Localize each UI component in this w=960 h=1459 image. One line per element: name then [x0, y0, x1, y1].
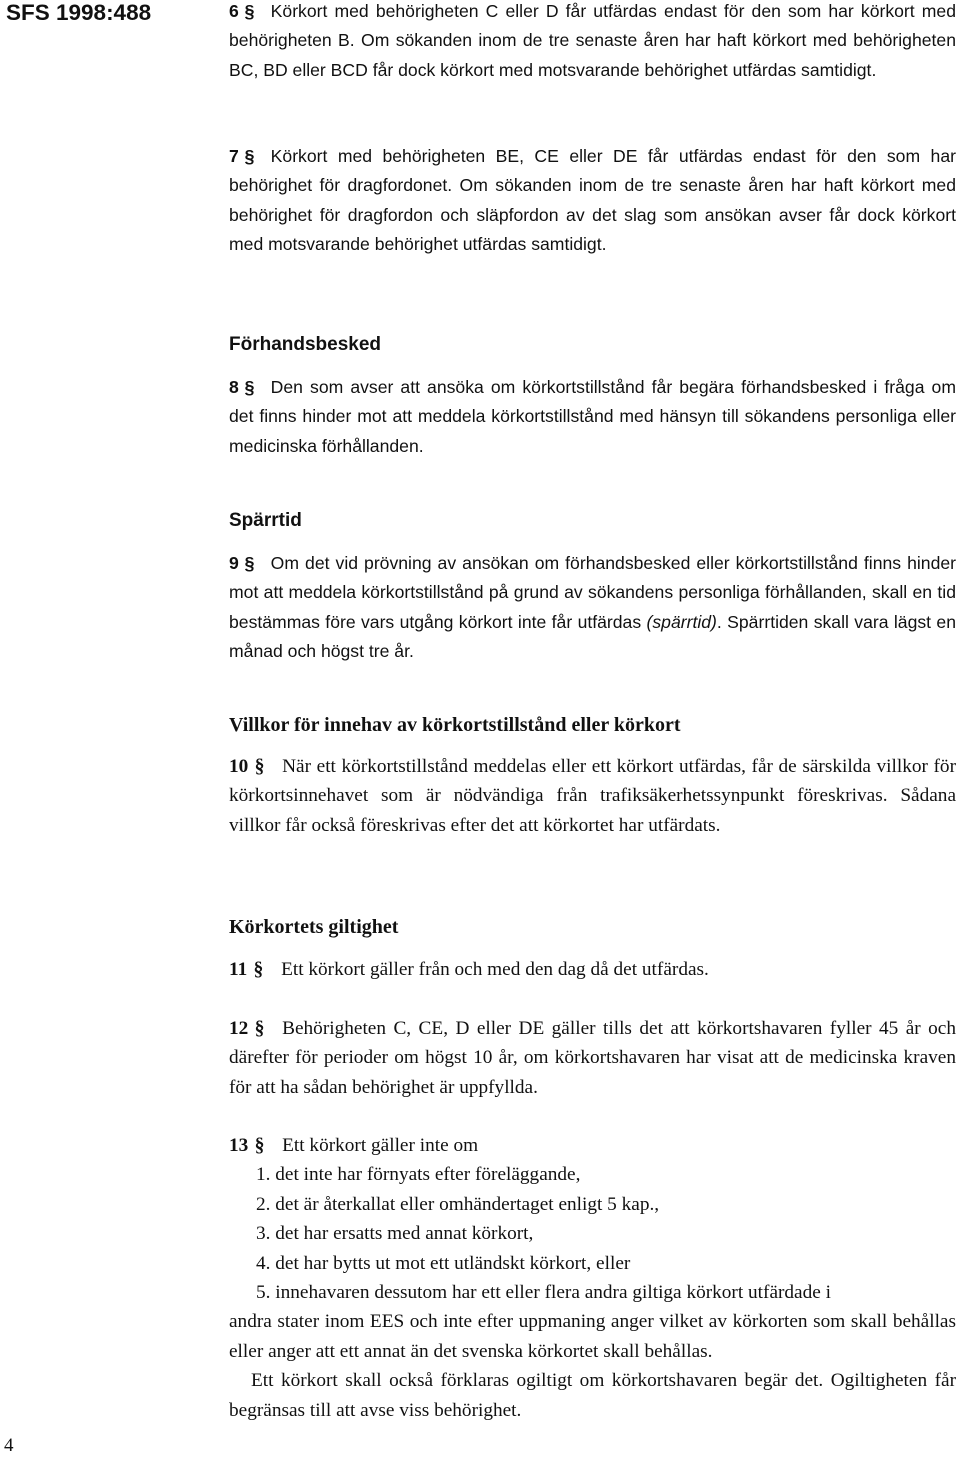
list-item: 2. det är återkallat eller omhändertaget enligt 5 kap.,	[256, 1193, 660, 1215]
section-13-number: 13	[229, 1135, 249, 1156]
section-10-number: 10	[229, 756, 249, 777]
section-symbol: §	[254, 755, 265, 777]
section-symbol: §	[244, 377, 255, 397]
sfs-number: SFS 1998:488	[6, 0, 152, 25]
section-7	[229, 142, 956, 260]
section-8	[229, 373, 956, 461]
list-item: 3. det har ersatts med annat körkort,	[256, 1223, 534, 1245]
section-symbol: §	[254, 1017, 265, 1039]
section-symbol: §	[254, 1134, 265, 1156]
heading-sparrtid: Spärrtid	[229, 510, 302, 531]
section-12-number: 12	[229, 1018, 249, 1039]
heading-forhandsbesked: Förhandsbesked	[229, 334, 382, 355]
heading-villkor: Villkor för innehav av körkortstillstånd eller körkort	[229, 714, 681, 736]
section-10-text: När ett körkortstillstånd meddelas eller ett körkort utfärdas, får de särskilda villkor för körkortsinnehavet som är nödvändiga från trafiksäkerhetssynpunkt föreskrivas. Sådana villkor får också föreskrivas efter det att körkortet har utfärdats.	[229, 756, 956, 836]
section-9	[229, 549, 956, 667]
section-symbol: §	[244, 146, 255, 166]
heading-giltighet: Körkortets giltighet	[229, 916, 399, 938]
section-13-closing: Ett körkort skall också förklaras ogiltigt om körkortshavaren begär det. Ogiltigheten får begränsas till att avse viss behörighet.	[229, 1370, 956, 1421]
section-13	[229, 1131, 956, 1425]
section-11-number: 11	[229, 959, 248, 980]
section-9-number: 9	[229, 553, 239, 573]
section-symbol: §	[244, 553, 255, 573]
section-9-term: (spärrtid)	[646, 611, 717, 632]
section-8-number: 8	[229, 377, 239, 397]
section-6-number: 6	[229, 1, 239, 21]
section-7-text: Körkort med behörigheten BE, CE eller DE får utfärdas endast för den som har behörighet för dragfordonet. Om sökanden inom de tre senaste åren har haft körkort med behörighet för dragfordon och släpfordon av det slag som ansökan avser får dock körkort med motsvarande behörighet utfärdas samtidigt.	[229, 146, 956, 255]
section-11	[229, 955, 956, 984]
section-8-text: Den som avser att ansöka om körkortstillstånd får begära förhandsbesked i fråga om det finns hinder mot att meddela körkortstillstånd med hänsyn till sökandens personliga eller medicinska förhållanden.	[229, 377, 956, 456]
section-6-text: Körkort med behörigheten C eller D får utfärdas endast för den som har körkort med behörigheten B. Om sökanden inom de tre senaste åren har haft körkort med behörigheten BC, BD eller BCD får dock körkort med motsvarande behörighet utfärdas samtidigt.	[229, 1, 956, 80]
section-12	[229, 1014, 956, 1102]
page-number: 4	[4, 1435, 14, 1456]
section-10	[229, 752, 956, 840]
section-7-number: 7	[229, 146, 239, 166]
section-12-text: Behörigheten C, CE, D eller DE gäller tills det att körkortshavaren fyller 45 år och därefter för perioder om högst 10 år, om körkortshavaren har visat att de medicinska kraven för att ha sådan behörighet är uppfyllda.	[229, 1018, 956, 1098]
section-9-text-end: . Spärrtiden skall vara lägst en månad och högst tre år.	[229, 611, 956, 662]
list-item: 4. det har bytts ut mot ett utländskt körkort, eller	[256, 1252, 631, 1274]
section-9-text: Om det vid prövning av ansökan om förhandsbesked eller körkortstillstånd finns hinder mot att meddela körkortstillstånd på grund av sökandens personliga förhållanden, skall en tid bestämmas före vars utgång körkort inte får utfärdas	[229, 553, 956, 632]
section-symbol: §	[253, 958, 264, 980]
section-6	[229, 0, 956, 85]
list-item: 1. det inte har förnyats efter föreläggande,	[256, 1164, 581, 1186]
section-symbol: §	[244, 1, 255, 21]
list-item-continuation: andra stater inom EES och inte efter uppmaning anger vilket av körkorten som skall behållas eller anger att ett annat än det svenska körkortet skall behållas.	[229, 1311, 956, 1362]
list-item: 5. innehavaren dessutom har ett eller flera andra giltiga körkort utfärdade i	[256, 1282, 831, 1304]
section-13-intro: Ett körkort gäller inte om	[282, 1135, 479, 1156]
section-11-text: Ett körkort gäller från och med den dag då det utfärdas.	[281, 959, 709, 980]
